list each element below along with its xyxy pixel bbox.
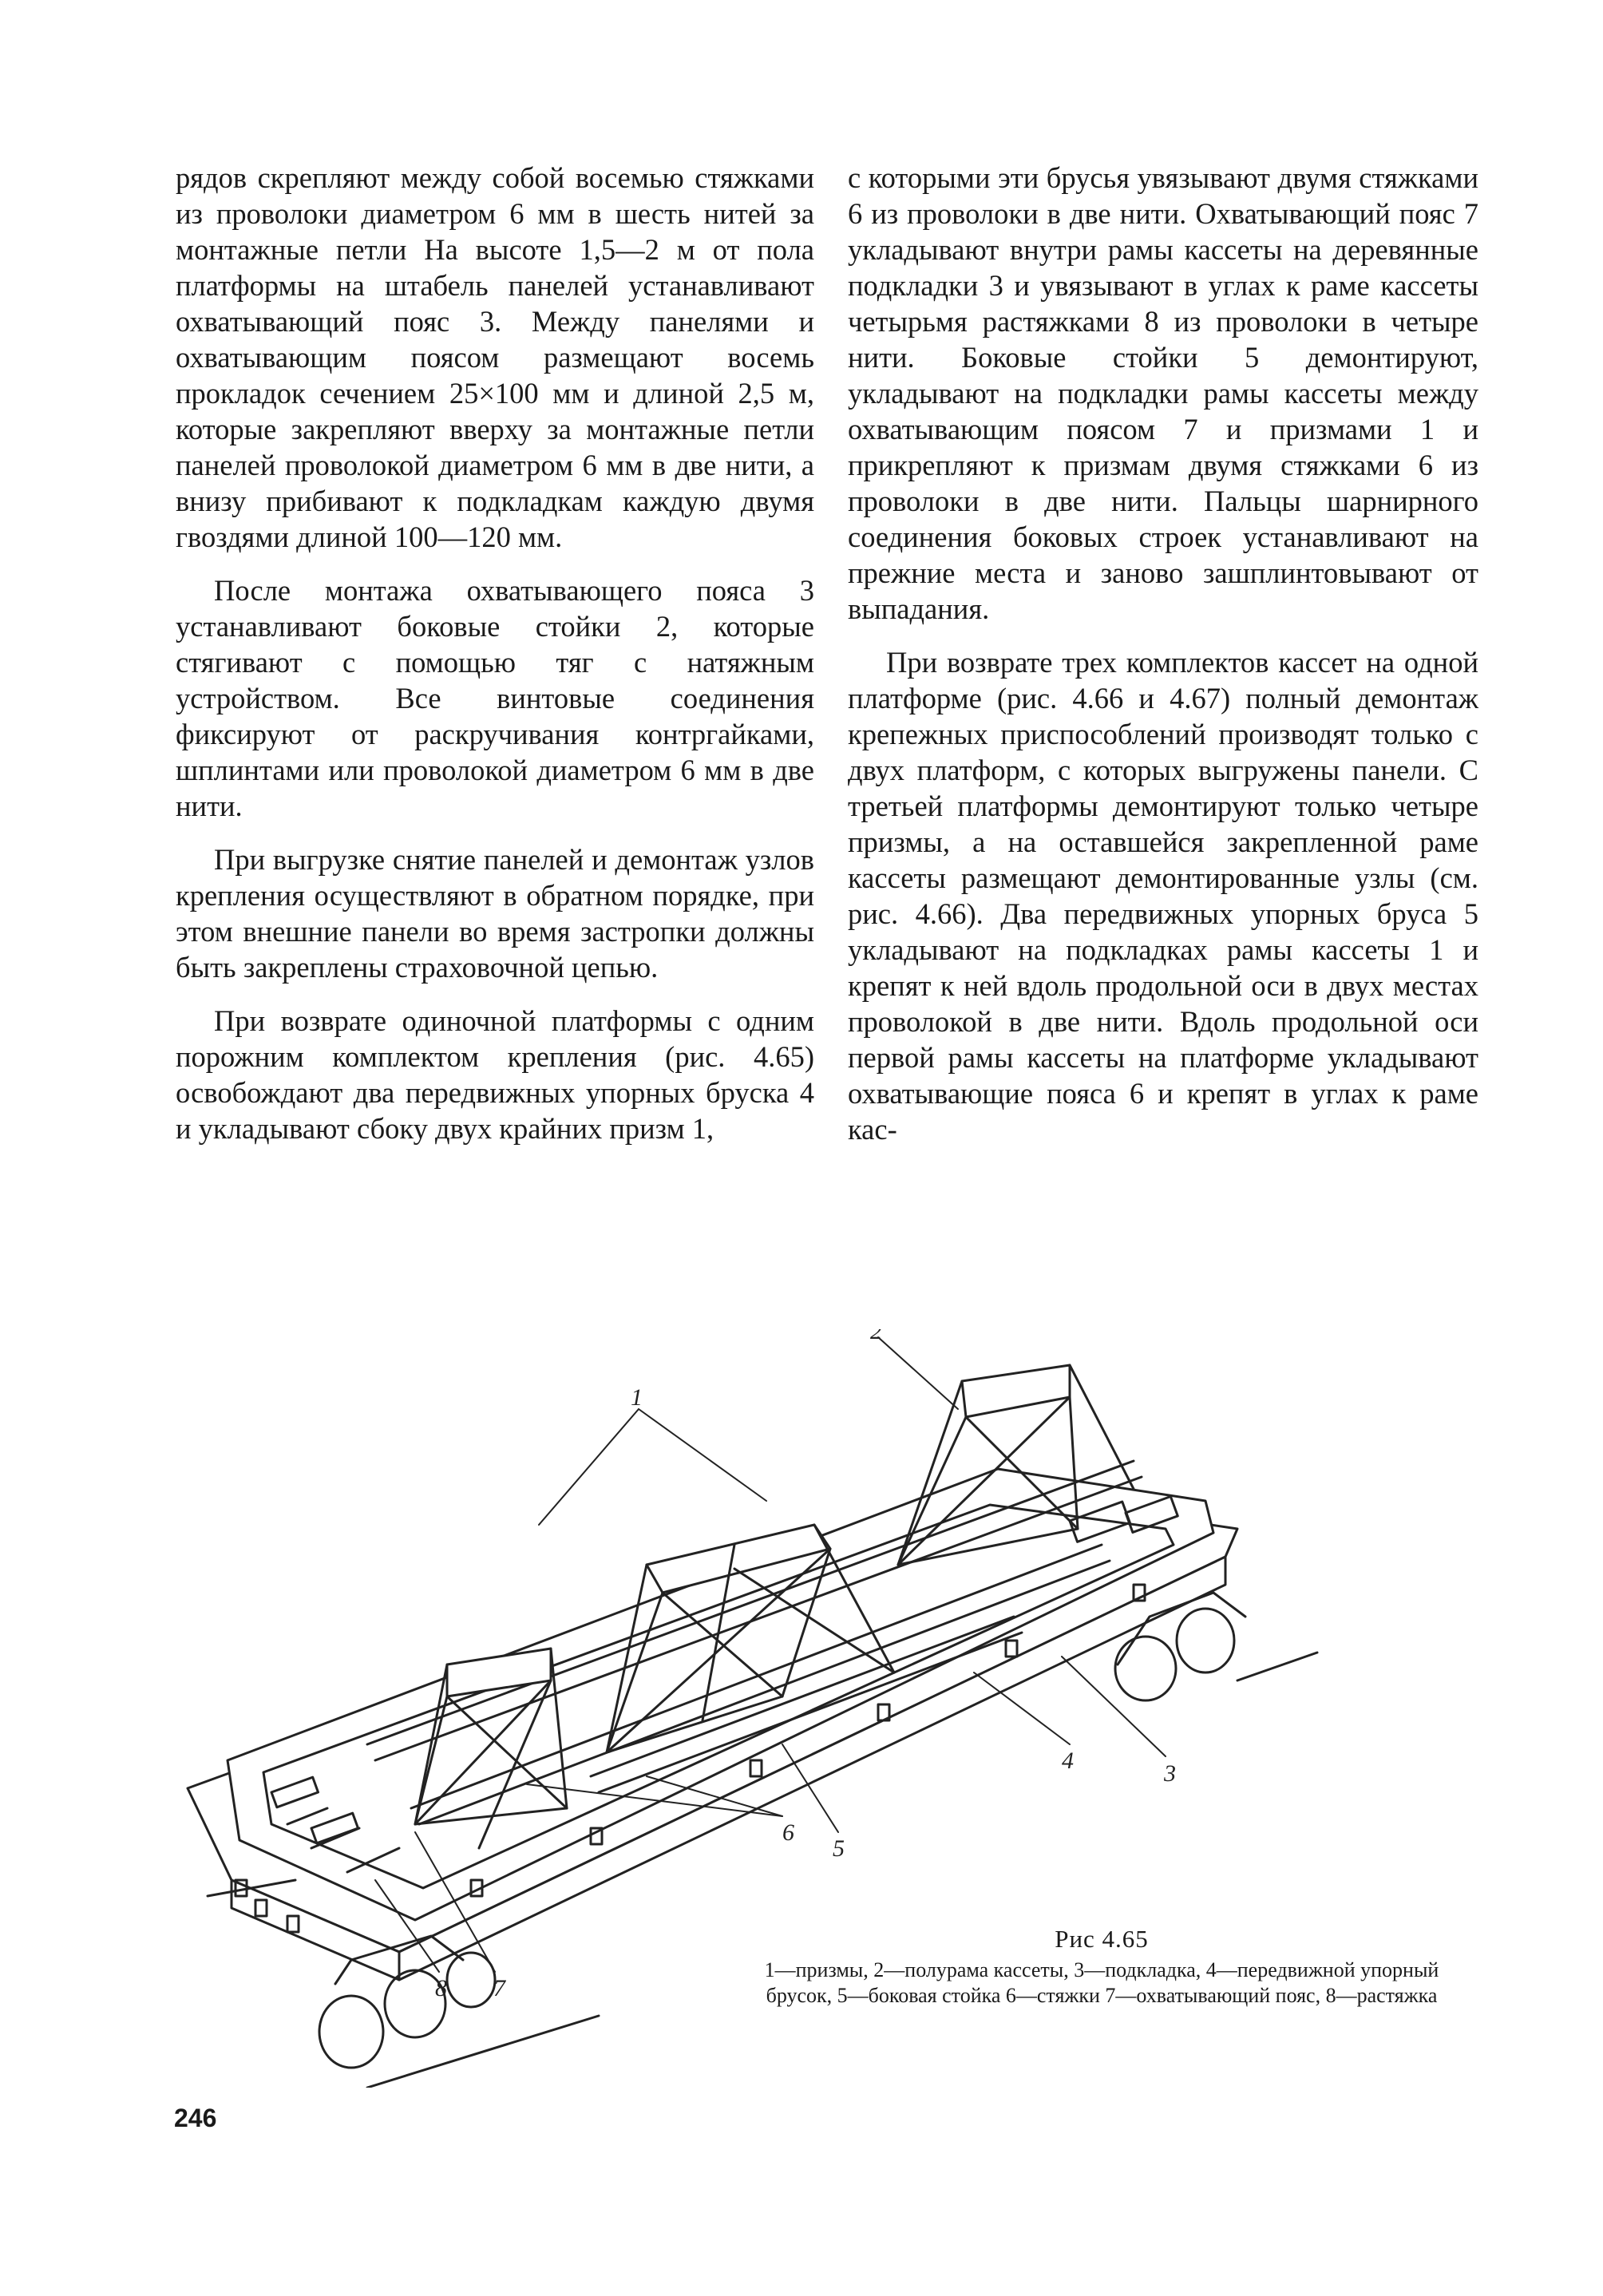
caption-title: Рис 4.65 xyxy=(1055,1925,1149,1953)
callout-2: 2 xyxy=(870,1329,882,1344)
callout-5: 5 xyxy=(833,1835,845,1862)
wheel xyxy=(1177,1609,1234,1673)
paragraph: с которыми эти брусья увязывают двумя стяжками 6 из проволоки в две нити. Охватывающий пояс 7 укладывают внутри рамы кассеты на деревянные подкладки 3 и увязывают в углах к раме кассеты четырьмя растяжками 8 из проволоки в четыре нити. Боковые стойки 5 демонтируют, укладывают на подкладки рамы кассеты между охватывающим поясом 7 и призмами 1 и прикрепляют к призмам двумя стяжками 6 из проволоки в две нити. Пальцы шарнирного соединения боковых строек устанавливают на прежние места и заново зашплинтовывают от выпадания. xyxy=(848,161,1478,625)
right-text-column xyxy=(848,160,1478,1165)
paragraph: При возврате трех комплектов кассет на одной платформе (рис. 4.66 и 4.67) полный демонтаж крепежных приспособлений производят только с двух платформ, с которых выгружены панели. С третьей платформы демонтируют только четыре призмы, а на оставшейся закрепленной раме кассеты размещают демонтированные узлы (см. рис. 4.66). Два передвижных упорных бруса 5 укладывают на подкладках рамы кассеты 1 и крепят к ней вдоль продольной оси в двух местах проволокой в две нити. Вдоль продольной оси первой рамы кассеты на платформе укладывают охватывающие пояса 6 и крепят в углах к раме кас- xyxy=(848,646,1478,1146)
callout-6: 6 xyxy=(782,1819,794,1846)
figure-caption xyxy=(750,1924,1453,2009)
callout-4: 4 xyxy=(1062,1748,1074,1774)
callout-1: 1 xyxy=(631,1384,643,1411)
prism-right xyxy=(962,1365,1070,1417)
wheel xyxy=(1115,1637,1176,1700)
left-text-column xyxy=(176,160,814,1164)
callout-8: 8 xyxy=(435,1975,447,2001)
paragraph: рядов скрепляют между собой восемью стяжками из проволоки диаметром 6 мм в шесть нитей за монтажные петли На высоте 1,5—2 м от пола платформы на штабель панелей устанавливают охватывающий пояс 3. Между панелями и охватывающим поясом размещают восемь прокладок сечением 25×100 мм и длиной 2,5 м, которые закрепляют вверху за монтажные петли панелей проволокой диаметром 6 мм в две нити, а внизу прибивают к подкладкам каждую двумя гвоздями длиной 100—120 мм. xyxy=(176,161,814,553)
callout-7: 7 xyxy=(493,1975,505,2001)
wheel xyxy=(319,1996,383,2068)
callout-3: 3 xyxy=(1164,1760,1176,1787)
cassette-frame xyxy=(228,1469,1213,1920)
paragraph: При выгрузке снятие панелей и демонтаж узлов крепления осуществляют в обратном порядке, при этом внешние панели во время застропки должны быть закреплены страховочной цепью. xyxy=(176,843,814,984)
caption-legend: 1—призмы, 2—полурама кассеты, 3—подкладка, 4—передвижной упорный брусок, 5—боковая стойка 6—стяжки 7—охватывающий пояс, 8—растяжка xyxy=(764,1958,1439,2007)
paragraph: При возврате одиночной платформы с одним порожним комплектом крепления (рис. 4.65) освобождают два передвижных упорных бруска 4 и укладывают сбоку двух крайних призм 1, xyxy=(176,1004,814,1145)
page-number: 246 xyxy=(174,2104,217,2132)
paragraph: После монтажа охватывающего пояса 3 устанавливают боковые стойки 2, которые стягивают с помощью тяг с натяжным устройством. Все винтовые соединения фиксируют от раскручивания контргайками, шплинтами или проволокой диаметром 6 мм в две нити. xyxy=(176,574,814,822)
